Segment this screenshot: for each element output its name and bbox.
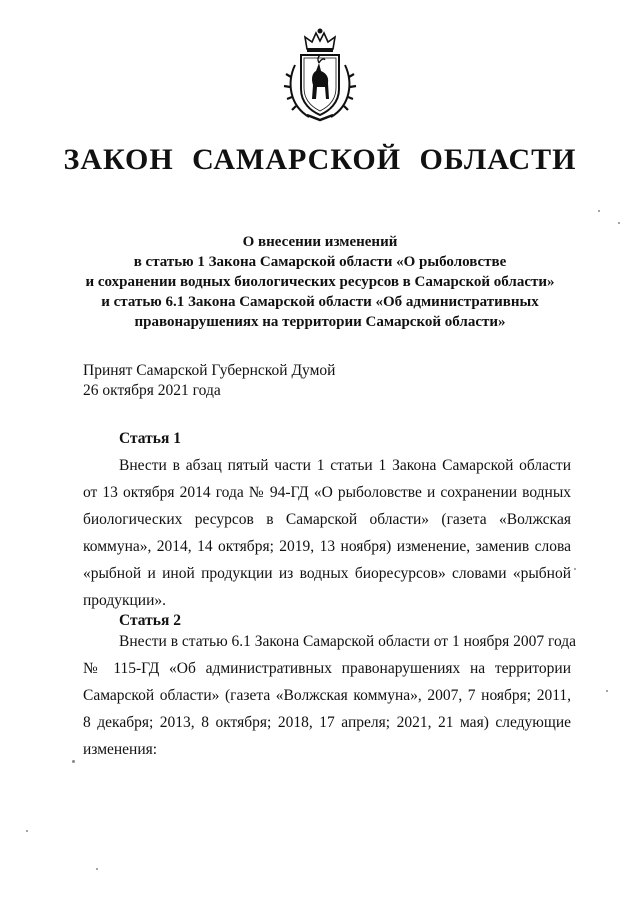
article-2-line: изменения:: [83, 741, 158, 758]
law-subject-heading: [70, 232, 570, 332]
scan-speck: [72, 760, 75, 763]
subject-line: правонарушениях на территории Самарской области»: [134, 314, 506, 330]
scan-speck: [96, 868, 98, 870]
scan-speck: [26, 830, 28, 832]
article-1-line: от 13 октября 2014 года № 94-ГД «О рыболовстве и сохранении водных: [83, 484, 571, 501]
scan-speck: [598, 210, 600, 212]
article-2-heading: Статья 2: [119, 612, 181, 629]
article-2-line: Внести в статью 6.1 Закона Самарской области от 1 ноября 2007 года: [119, 633, 577, 650]
article-1-line: коммуна», 2014, 14 октября; 2019, 13 ноября) изменение, заменив слова: [83, 538, 571, 555]
article-1-line: биологических ресурсов в Самарской области» (газета «Волжская: [83, 511, 571, 528]
scan-speck: [606, 690, 608, 692]
adoption-date: 26 октября 2021 года: [83, 382, 221, 399]
article-1-heading: Статья 1: [119, 430, 181, 447]
adoption-body: Принят Самарской Губернской Думой: [83, 362, 336, 379]
scan-speck: [574, 568, 576, 570]
subject-line: и статью 6.1 Закона Самарской области «Об административных: [101, 294, 539, 310]
article-1-line: «рыбной и иной продукции из водных биоресурсов» словами «рыбной: [83, 565, 571, 582]
article-2-text: [83, 628, 577, 763]
article-1-line: Внести в абзац пятый части 1 статьи 1 Закона Самарской области: [119, 457, 571, 474]
article-1-text: [83, 452, 571, 614]
article-2-line: Самарской области» (газета «Волжская коммуна», 2007, 7 ноября; 2011,: [83, 687, 571, 704]
law-title: ЗАКОН САМАРСКОЙ ОБЛАСТИ: [63, 143, 577, 176]
article-1-line: продукции».: [83, 592, 167, 609]
article-2-line: № 115-ГД «Об административных правонарушениях на территории: [83, 660, 571, 677]
scan-speck: [618, 222, 620, 224]
article-2-line: 8 декабря; 2013, 8 октября; 2018, 17 апреля; 2021, 21 мая) следующие: [83, 714, 571, 731]
samara-coat-of-arms-emblem: [281, 27, 359, 123]
subject-line: в статью 1 Закона Самарской области «О рыболовстве: [133, 254, 507, 270]
subject-line: и сохранении водных биологических ресурсов в Самарской области»: [85, 274, 555, 290]
adoption-note: [83, 361, 335, 401]
subject-line: О внесении изменений: [242, 234, 398, 250]
